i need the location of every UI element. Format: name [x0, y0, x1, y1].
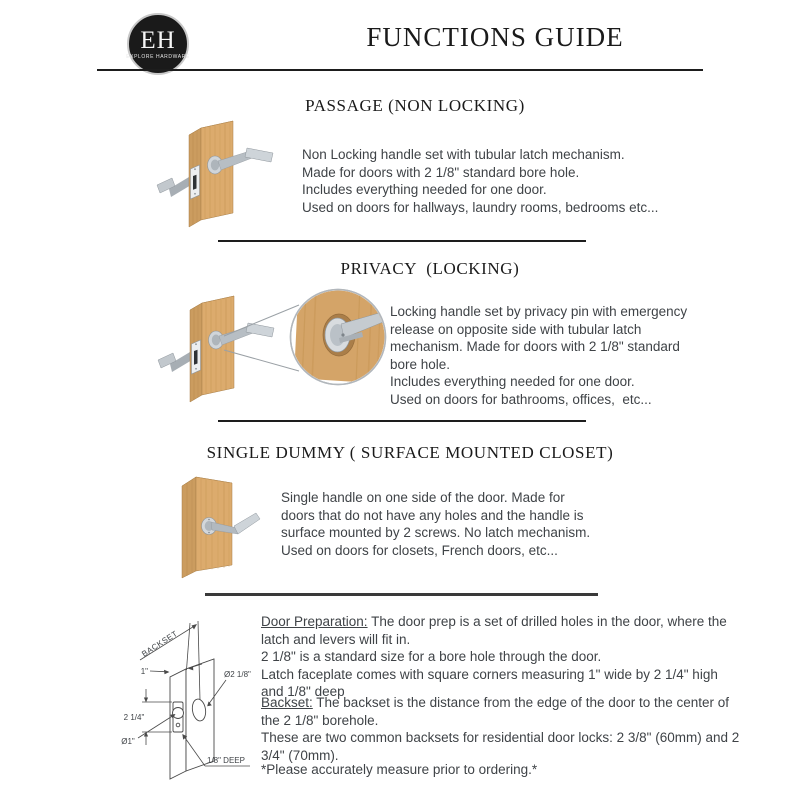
- door-prep-label: Door Preparation:: [261, 614, 368, 629]
- backset-paragraph: [261, 694, 739, 764]
- door-prep-diagram: [98, 607, 258, 792]
- text-line: Used on doors for closets, French doors, etc...: [281, 542, 558, 558]
- text-line: mechanism. Made for doors with 2 1/8" standard: [390, 339, 680, 355]
- privacy-description: [390, 303, 687, 409]
- diagram-label-2-14: 2 1/4": [123, 713, 145, 722]
- logo-subtext: EXPLORE HARDWARE: [126, 53, 190, 60]
- diagram-label-depth: 1/8" DEEP: [207, 756, 245, 765]
- passage-illustration: [155, 113, 275, 231]
- text-line: doors that do not have any holes and the handle is: [281, 507, 584, 523]
- door-prep-paragraph: [261, 613, 727, 701]
- logo-initials: EH: [140, 26, 176, 54]
- text-line: Locking handle set by privacy pin with emergency: [390, 304, 688, 319]
- dummy-illustration: [162, 462, 272, 582]
- text-line: 2 1/8" is a standard size for a bore hole through the door.: [261, 649, 602, 665]
- text-line: Single handle on one side of the door. Made for: [281, 490, 565, 505]
- section-divider: [218, 240, 586, 242]
- text-line: surface mounted by 2 screws. No latch mechanism.: [281, 525, 591, 541]
- text-line: Made for doors with 2 1/8" standard bore hole.: [302, 164, 580, 180]
- text-line: the 2 1/8" borehole.: [261, 712, 379, 728]
- text-line: 3/4" (70mm).: [261, 747, 339, 763]
- text-line: Used on doors for hallways, laundry rooms, bedrooms etc...: [302, 199, 659, 215]
- privacy-heading: PRIVACY (LOCKING): [340, 259, 520, 278]
- privacy-illustration: [148, 272, 398, 422]
- privacy-pin: [341, 333, 344, 336]
- dummy-heading: SINGLE DUMMY ( SURFACE MOUNTED CLOSET): [206, 443, 614, 462]
- diagram-label-1in: 1": [140, 667, 148, 676]
- text-line: These are two common backsets for residential door locks: 2 3/8" (60mm) and 2: [261, 730, 740, 746]
- brand-logo: [127, 13, 189, 75]
- text-line: latch and levers will fit in.: [261, 631, 411, 647]
- text-line: [261, 613, 727, 631]
- text-line: Includes everything needed for one door.: [390, 374, 635, 390]
- text-line: Includes everything needed for one door.: [302, 182, 547, 198]
- header-rule: [97, 69, 703, 71]
- section-divider-thick: [205, 593, 598, 596]
- diagram-label-dia1: Ø1": [121, 737, 135, 746]
- text-line: [261, 694, 739, 712]
- passage-heading: PASSAGE (NON LOCKING): [305, 96, 525, 115]
- text-line: bore hole.: [390, 356, 451, 372]
- text-line: Used on doors for bathrooms, offices, etc...: [390, 391, 652, 407]
- text-line: and 1/8" deep: [261, 684, 345, 700]
- text-span: The door prep is a set of drilled holes in the door, where the: [367, 614, 727, 629]
- diagram-label-backset: BACKSET: [140, 628, 180, 659]
- backset-label: Backset:: [261, 695, 313, 710]
- page-title: FUNCTIONS GUIDE: [366, 22, 624, 52]
- measure-note: *Please accurately measure prior to ordering.*: [261, 762, 538, 777]
- text-line: Latch faceplate comes with square corners measuring 1" wide by 2 1/4" high: [261, 666, 718, 682]
- section-divider: [218, 420, 586, 422]
- text-line: Non Locking handle set with tubular latch mechanism.: [302, 147, 625, 162]
- dummy-description: [281, 489, 590, 559]
- text-span: The backset is the distance from the edge of the door to the center of: [312, 695, 730, 710]
- passage-description: [302, 146, 658, 216]
- text-line: release on opposite side with tubular latch: [390, 321, 642, 337]
- diagram-label-dia218: Ø2 1/8": [224, 670, 251, 679]
